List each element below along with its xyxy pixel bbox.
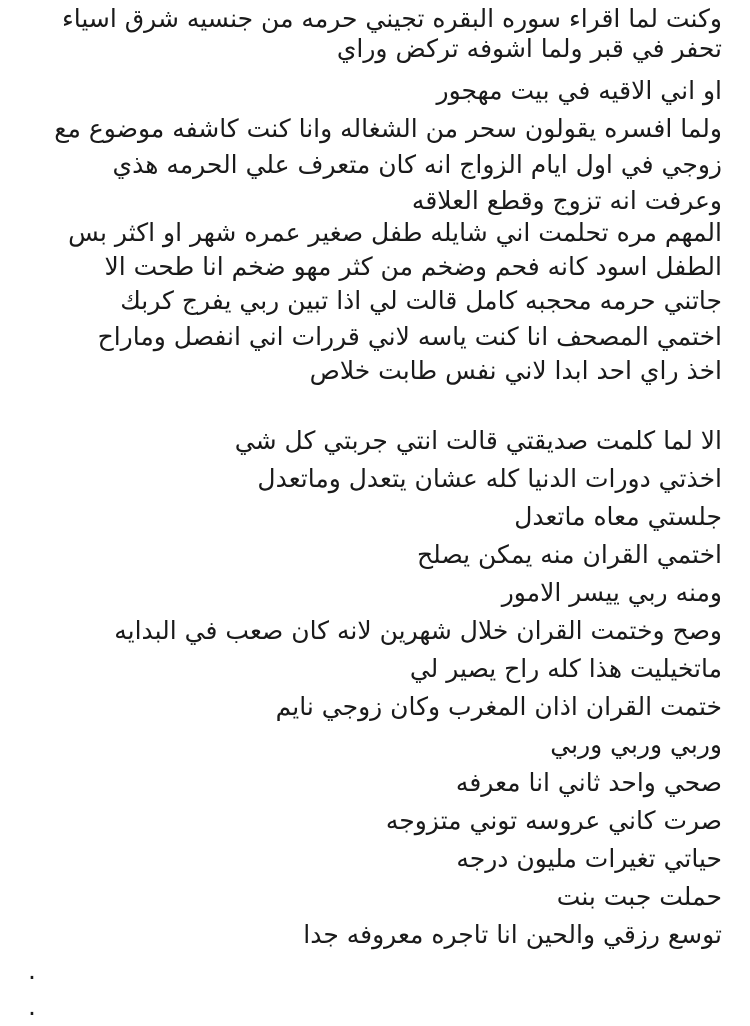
text-line: ولما افسره يقولون سحر من الشغاله وانا كنت كاشفه موضوع مع [54, 114, 722, 143]
text-line: الطفل اسود كانه فحم وضخم من كثر مهو ضخم انا طحت الا [104, 252, 722, 281]
text-line: ومنه ربي ييسر الامور [501, 578, 722, 607]
text-line: وربي وربي وربي [550, 730, 722, 759]
text-line: جلستي معاه ماتعدل [514, 502, 722, 531]
ellipsis-dot: . [28, 992, 36, 1021]
ellipsis-dot: . [28, 956, 36, 985]
text-line: وعرفت انه تزوج وقطع العلاقه [411, 186, 722, 215]
text-line: جاتني حرمه محجبه كامل قالت لي اذا تبين ربي يفرج كربك [120, 286, 722, 315]
text-line: ماتخيليت هذا كله راح يصير لي [409, 654, 722, 683]
text-line: ختمت القران اذان المغرب وكان زوجي نايم [275, 692, 722, 721]
text-line: توسع رزقي والحين انا تاجره معروفه جدا [303, 920, 722, 949]
text-line: حياتي تغيرات مليون درجه [456, 844, 722, 873]
text-line: الا لما كلمت صديقتي قالت انتي جربتي كل شي [234, 426, 722, 455]
text-line: اخذتي دورات الدنيا كله عشان يتعدل وماتعدل [257, 464, 722, 493]
text-line: او اني الاقيه في بيت مهجور [436, 76, 722, 105]
text-line: زوجي في اول ايام الزواج انه كان متعرف علي الحرمه هذي [112, 150, 722, 179]
text-line: صرت كاني عروسه توني متزوجه [385, 806, 722, 835]
text-line: اختمي القران منه يمكن يصلح [417, 540, 722, 569]
text-line: حملت جبت بنت [556, 882, 722, 911]
text-line: صحي واحد ثاني انا معرفه [455, 768, 722, 797]
text-line: وكنت لما اقراء سوره البقره تجيني حرمه من جنسيه شرق اسياء [62, 4, 722, 33]
text-line: تحفر في قبر ولما اشوفه تركض وراي [336, 34, 722, 63]
text-line: وصح وختمت القران خلال شهرين لانه كان صعب في البدايه [114, 616, 722, 645]
text-line: المهم مره تحلمت اني شايله طفل صغير عمره شهر او اكثر بس [68, 218, 722, 247]
text-line: اخذ راي احد ابدا لاني نفس طابت خلاص [309, 356, 722, 385]
text-line: اختمي المصحف انا كنت ياسه لاني قررات اني انفصل وماراح [97, 322, 722, 351]
